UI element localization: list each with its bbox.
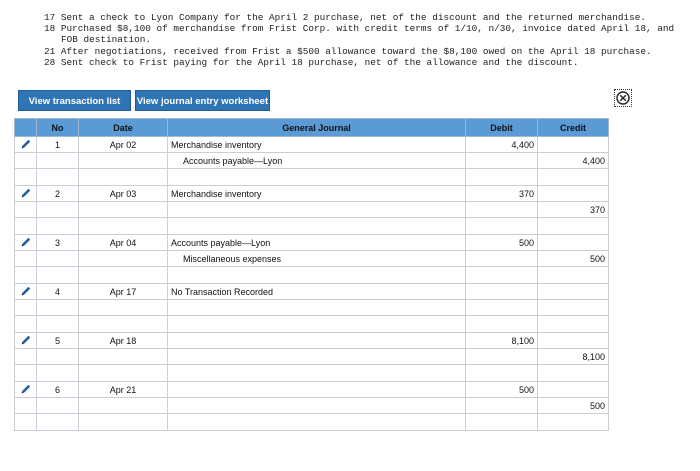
header-credit: Credit bbox=[538, 119, 609, 137]
debit-cell[interactable]: 4,400 bbox=[466, 137, 538, 153]
debit-cell[interactable] bbox=[466, 169, 538, 186]
entry-date: Apr 17 bbox=[79, 284, 168, 300]
table-row bbox=[15, 382, 609, 398]
entry-no bbox=[37, 316, 79, 333]
table-row bbox=[15, 284, 609, 300]
entry-no bbox=[37, 398, 79, 414]
problem-line: 17 Sent a check to Lyon Company for the April 2 purchase, net of the discount and the returned merchandise. bbox=[44, 12, 646, 23]
entry-no bbox=[37, 414, 79, 431]
debit-cell[interactable] bbox=[466, 414, 538, 431]
problem-line: FOB destination. bbox=[61, 34, 152, 46]
pencil-icon[interactable] bbox=[20, 191, 32, 201]
credit-cell[interactable] bbox=[538, 169, 609, 186]
entry-date: Apr 02 bbox=[79, 137, 168, 153]
credit-cell[interactable] bbox=[538, 316, 609, 333]
table-row bbox=[15, 202, 609, 218]
credit-cell[interactable] bbox=[538, 235, 609, 251]
blank-row bbox=[15, 218, 609, 235]
table-row bbox=[15, 186, 609, 202]
credit-cell[interactable]: 500 bbox=[538, 251, 609, 267]
edit-cell bbox=[15, 300, 37, 316]
entry-no: 4 bbox=[37, 284, 79, 300]
edit-cell bbox=[15, 218, 37, 235]
pencil-icon[interactable] bbox=[20, 387, 32, 397]
table-row bbox=[15, 398, 609, 414]
table-row bbox=[15, 235, 609, 251]
problem-line: 21 After negotiations, received from Frist a $500 allowance toward the $8,100 owed on the April 18 purchase. bbox=[44, 45, 652, 57]
entry-date: Apr 03 bbox=[79, 186, 168, 202]
edit-cell[interactable] bbox=[15, 382, 37, 398]
blank-row bbox=[15, 316, 609, 333]
table-row bbox=[15, 153, 609, 169]
header-date: Date bbox=[79, 119, 168, 137]
entry-no: 6 bbox=[37, 382, 79, 398]
entry-date bbox=[79, 202, 168, 218]
debit-cell[interactable]: 370 bbox=[466, 186, 538, 202]
credit-cell[interactable] bbox=[538, 333, 609, 349]
header-debit: Debit bbox=[466, 119, 538, 137]
account-cell[interactable] bbox=[168, 300, 466, 316]
edit-cell bbox=[15, 398, 37, 414]
entry-date bbox=[79, 267, 168, 284]
debit-cell[interactable] bbox=[466, 218, 538, 235]
entry-no bbox=[37, 300, 79, 316]
pencil-icon[interactable] bbox=[20, 289, 32, 299]
edit-cell bbox=[15, 169, 37, 186]
entry-date bbox=[79, 398, 168, 414]
entry-no bbox=[37, 365, 79, 382]
header-no: No bbox=[37, 119, 79, 137]
edit-cell bbox=[15, 153, 37, 169]
problem-line: 18 Purchased $8,100 of merchandise from Frist Corp. with credit terms of 1/10, n/30, invoice dated April 18, and bbox=[44, 23, 675, 35]
account-cell[interactable]: Miscellaneous expenses bbox=[168, 251, 466, 267]
edit-cell[interactable] bbox=[15, 186, 37, 202]
debit-cell[interactable]: 8,100 bbox=[466, 333, 538, 349]
credit-cell[interactable] bbox=[538, 414, 609, 431]
debit-cell[interactable] bbox=[466, 284, 538, 300]
account-cell[interactable] bbox=[168, 202, 466, 218]
entry-date bbox=[79, 251, 168, 267]
view-transaction-list-button[interactable]: View transaction list bbox=[18, 90, 131, 111]
table-row bbox=[15, 300, 609, 316]
credit-cell[interactable]: 370 bbox=[538, 202, 609, 218]
pencil-icon[interactable] bbox=[20, 142, 32, 152]
view-journal-worksheet-button[interactable]: View journal entry worksheet bbox=[135, 90, 270, 111]
blank-row bbox=[15, 169, 609, 186]
entry-date bbox=[79, 316, 168, 333]
close-icon[interactable] bbox=[614, 89, 632, 107]
edit-cell bbox=[15, 365, 37, 382]
credit-cell[interactable] bbox=[538, 284, 609, 300]
pencil-icon[interactable] bbox=[20, 338, 32, 348]
edit-cell bbox=[15, 316, 37, 333]
credit-cell[interactable] bbox=[538, 186, 609, 202]
account-cell[interactable] bbox=[168, 267, 466, 284]
edit-cell bbox=[15, 267, 37, 284]
credit-cell[interactable] bbox=[538, 365, 609, 382]
debit-cell[interactable] bbox=[466, 153, 538, 169]
debit-cell[interactable]: 500 bbox=[466, 382, 538, 398]
debit-cell[interactable] bbox=[466, 251, 538, 267]
entry-no bbox=[37, 153, 79, 169]
credit-cell[interactable] bbox=[538, 137, 609, 153]
credit-cell[interactable]: 500 bbox=[538, 398, 609, 414]
entry-no bbox=[37, 202, 79, 218]
edit-cell[interactable] bbox=[15, 137, 37, 153]
account-cell[interactable]: Accounts payable—Lyon bbox=[168, 235, 466, 251]
entry-no bbox=[37, 169, 79, 186]
blank-row bbox=[15, 365, 609, 382]
account-cell[interactable] bbox=[168, 316, 466, 333]
general-journal-table bbox=[14, 118, 609, 431]
entry-date: Apr 21 bbox=[79, 382, 168, 398]
table-row bbox=[15, 251, 609, 267]
edit-cell[interactable] bbox=[15, 235, 37, 251]
account-cell[interactable] bbox=[168, 333, 466, 349]
credit-cell[interactable]: 4,400 bbox=[538, 153, 609, 169]
debit-cell[interactable]: 500 bbox=[466, 235, 538, 251]
entry-date: Apr 18 bbox=[79, 333, 168, 349]
account-cell[interactable]: Merchandise inventory bbox=[168, 137, 466, 153]
table-header-row bbox=[15, 119, 609, 137]
entry-no bbox=[37, 251, 79, 267]
entry-date bbox=[79, 414, 168, 431]
edit-cell bbox=[15, 414, 37, 431]
account-cell[interactable] bbox=[168, 414, 466, 431]
table-row bbox=[15, 137, 609, 153]
account-cell[interactable] bbox=[168, 349, 466, 365]
account-cell[interactable]: Merchandise inventory bbox=[168, 186, 466, 202]
header-general-journal: General Journal bbox=[168, 119, 466, 137]
account-cell[interactable] bbox=[168, 169, 466, 186]
blank-row bbox=[15, 414, 609, 431]
edit-cell bbox=[15, 349, 37, 365]
entry-no bbox=[37, 218, 79, 235]
credit-cell[interactable] bbox=[538, 218, 609, 235]
credit-cell[interactable] bbox=[538, 382, 609, 398]
entry-date bbox=[79, 169, 168, 186]
entry-date: Apr 04 bbox=[79, 235, 168, 251]
account-cell[interactable]: No Transaction Recorded bbox=[168, 284, 466, 300]
credit-cell[interactable]: 8,100 bbox=[538, 349, 609, 365]
credit-cell[interactable] bbox=[538, 300, 609, 316]
debit-cell[interactable] bbox=[466, 300, 538, 316]
entry-date bbox=[79, 300, 168, 316]
debit-cell[interactable] bbox=[466, 365, 538, 382]
entry-no bbox=[37, 267, 79, 284]
entry-no: 1 bbox=[37, 137, 79, 153]
credit-cell[interactable] bbox=[538, 267, 609, 284]
problem-statement bbox=[44, 12, 684, 68]
account-cell[interactable] bbox=[168, 218, 466, 235]
edit-cell[interactable] bbox=[15, 333, 37, 349]
account-cell[interactable]: Accounts payable—Lyon bbox=[168, 153, 466, 169]
entry-no: 2 bbox=[37, 186, 79, 202]
entry-no: 5 bbox=[37, 333, 79, 349]
problem-line: 28 Sent check to Frist paying for the April 18 purchase, net of the allowance and the discount. bbox=[44, 56, 579, 68]
entry-date bbox=[79, 153, 168, 169]
debit-cell[interactable] bbox=[466, 316, 538, 333]
account-cell[interactable] bbox=[168, 365, 466, 382]
entry-date bbox=[79, 349, 168, 365]
table-row bbox=[15, 333, 609, 349]
table-row bbox=[15, 349, 609, 365]
entry-date bbox=[79, 365, 168, 382]
entry-no bbox=[37, 349, 79, 365]
entry-no: 3 bbox=[37, 235, 79, 251]
account-cell[interactable] bbox=[168, 398, 466, 414]
debit-cell[interactable] bbox=[466, 349, 538, 365]
edit-cell bbox=[15, 202, 37, 218]
pencil-icon[interactable] bbox=[20, 240, 32, 250]
edit-cell[interactable] bbox=[15, 284, 37, 300]
debit-cell[interactable] bbox=[466, 398, 538, 414]
debit-cell[interactable] bbox=[466, 202, 538, 218]
header-edit bbox=[15, 119, 37, 137]
blank-row bbox=[15, 267, 609, 284]
entry-date bbox=[79, 218, 168, 235]
account-cell[interactable] bbox=[168, 382, 466, 398]
edit-cell bbox=[15, 251, 37, 267]
debit-cell[interactable] bbox=[466, 267, 538, 284]
